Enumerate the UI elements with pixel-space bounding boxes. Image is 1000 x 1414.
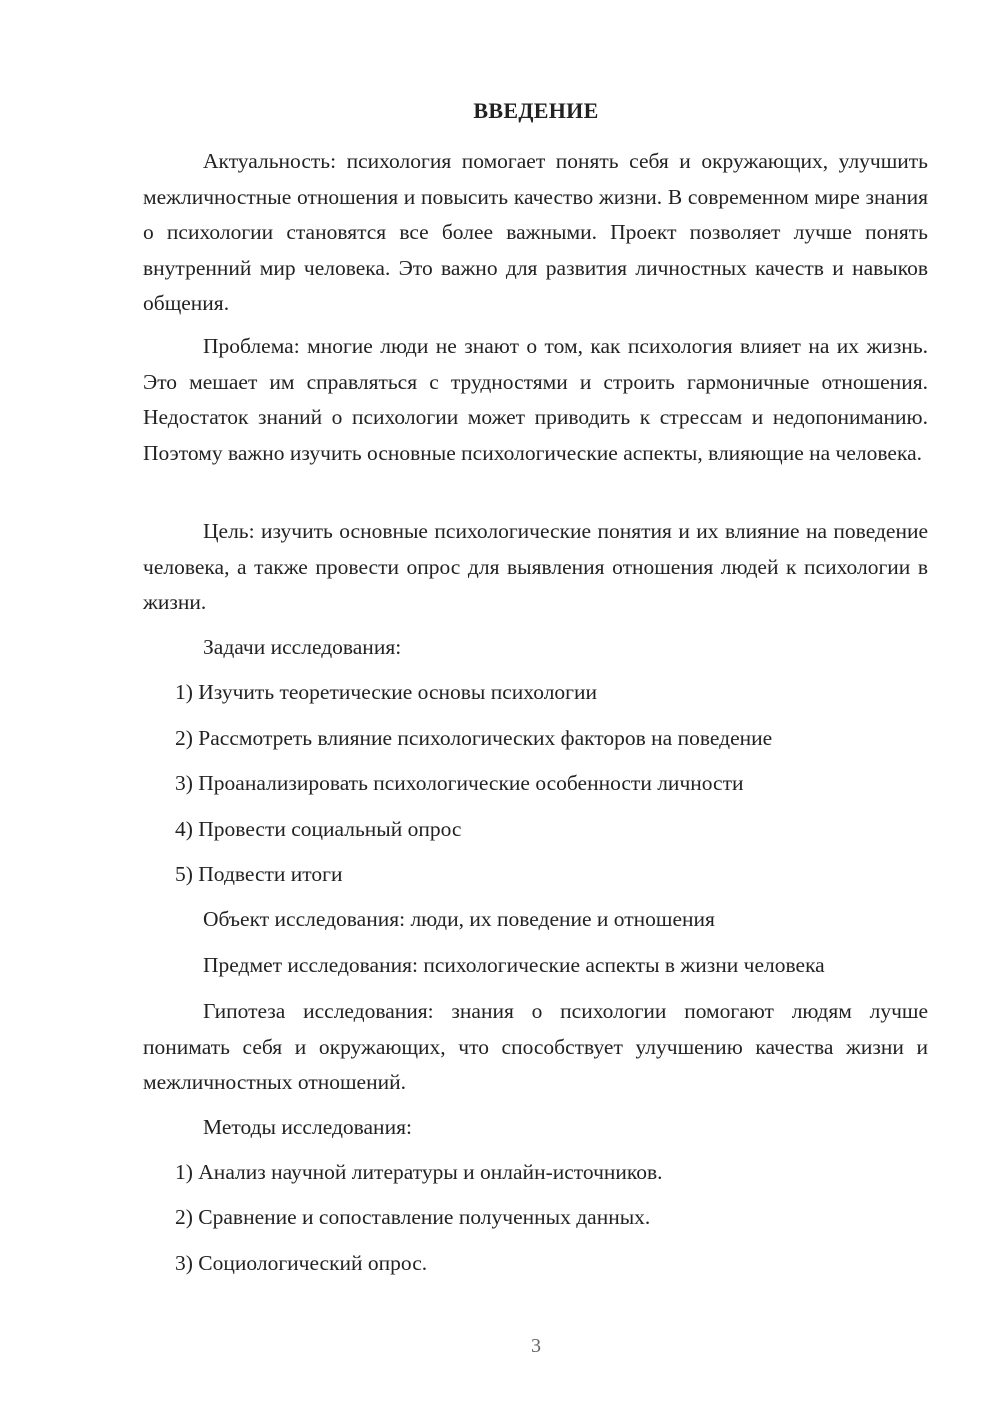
research-object: Объект исследования: люди, их поведение и отношения: [203, 907, 715, 931]
task-item-3: 3) Проанализировать психологические особенности личности: [175, 771, 744, 795]
method-item-2: 2) Сравнение и сопоставление полученных данных.: [175, 1205, 651, 1229]
page-number: 3: [531, 1335, 541, 1357]
task-item-2: 2) Рассмотреть влияние психологических факторов на поведение: [175, 726, 773, 750]
task-item-5: 5) Подвести итоги: [175, 862, 343, 886]
relevance-paragraph: Актуальность: психология помогает понять себя и окружающих, улучшить межличностные отношения и повысить качество жизни. В современном мире знания о психологии становятся все более важными. Проект позволяет лучше понять внутренний мир человека. Это важно для развития личностных качеств и навыков общения.: [143, 149, 928, 315]
page-title: ВВЕДЕНИЕ: [473, 98, 599, 123]
research-subject: Предмет исследования: психологические аспекты в жизни человека: [203, 953, 825, 977]
method-item-3: 3) Социологический опрос.: [175, 1251, 428, 1275]
hypothesis-paragraph: Гипотеза исследования: знания о психологии помогают людям лучше понимать себя и окружающих, что способствует улучшению качества жизни и межличностных отношений.: [143, 999, 928, 1094]
methods-heading: Методы исследования:: [203, 1115, 412, 1139]
task-item-4: 4) Провести социальный опрос: [175, 817, 462, 841]
problem-paragraph: Проблема: многие люди не знают о том, как психология влияет на их жизнь. Это мешает им справляться с трудностями и строить гармоничные отношения. Недостаток знаний о психологии может приводить к стрессам и недопониманию. Поэтому важно изучить основные психологические аспекты, влияющие на человека.: [143, 334, 928, 465]
tasks-heading: Задачи исследования:: [203, 635, 402, 659]
goal-paragraph: Цель: изучить основные психологические понятия и их влияние на поведение человека, а также провести опрос для выявления отношения людей к психологии в жизни.: [143, 519, 928, 614]
task-item-1: 1) Изучить теоретические основы психологии: [175, 680, 598, 704]
method-item-1: 1) Анализ научной литературы и онлайн-источников.: [175, 1160, 663, 1184]
